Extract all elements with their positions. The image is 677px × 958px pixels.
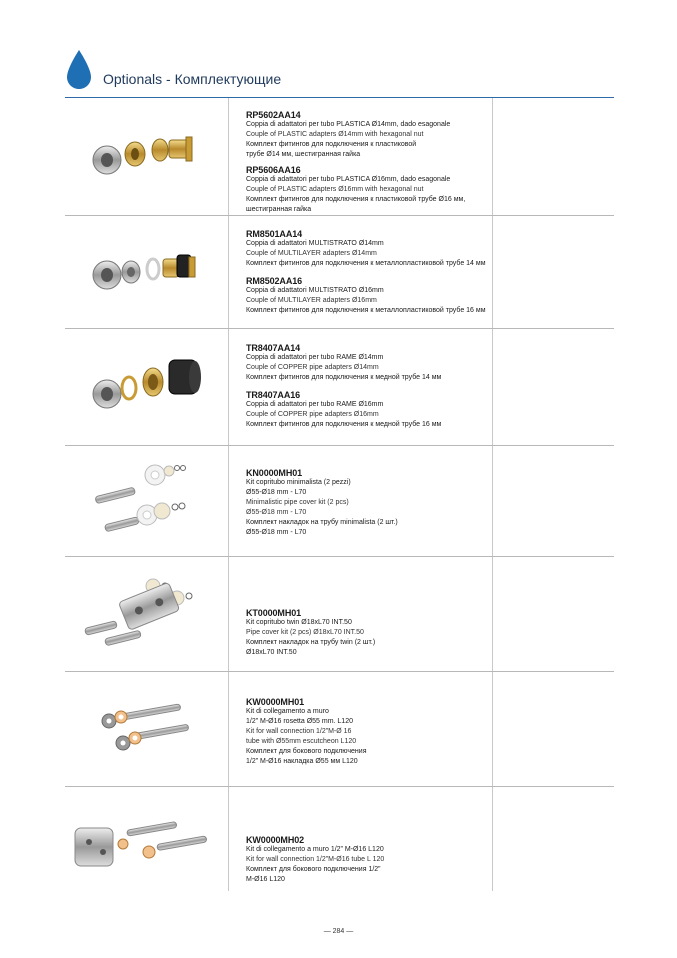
page-number: — 284 —: [323, 928, 354, 935]
product-block: [246, 390, 491, 430]
product-code: KW0000MH01: [246, 697, 305, 707]
product-code: RM8501AA14: [246, 229, 303, 239]
description-it: Coppia di adattatori per tubo RAME Ø14mm: [246, 354, 384, 361]
table-row: [65, 556, 614, 671]
table-row: [65, 98, 614, 215]
description-it: Kit di collegamento a muro 1/2” M-Ø16 L120: [246, 846, 384, 853]
description-en: Couple of PLASTIC adapters Ø14mm with hexagonal nut: [246, 131, 424, 138]
description-ru: Комплект накладок на трубу twin (2 шт.): [246, 639, 376, 646]
product-image: [65, 445, 228, 556]
product-image: [65, 98, 228, 215]
product-block: [246, 110, 491, 160]
product-block: [246, 229, 491, 269]
description-it: Coppia di adattatori MULTISTRATO Ø16mm: [246, 287, 384, 294]
description-it: Coppia di adattatori per tubo PLASTICA Ø16mm, dado esagonale: [246, 176, 451, 183]
description-en: Couple of PLASTIC adapters Ø16mm with hexagonal nut: [246, 186, 424, 193]
table-row: [65, 215, 614, 328]
product-image: [65, 328, 228, 445]
product-code: TR8407AA16: [246, 390, 301, 400]
product-table: [65, 98, 614, 891]
description-ru: Комплект фитингов для подключения к металлопластиковой трубе 14 мм: [246, 260, 486, 267]
product-description: [246, 229, 491, 316]
description-it: Kit di collegamento a muro: [246, 708, 329, 715]
page-title: Optionals - Комплектующие: [103, 71, 282, 87]
description-ru: 1/2” M-Ø16 накладка Ø55 мм L120: [246, 758, 358, 765]
table-row: [65, 328, 614, 445]
product-description: [246, 835, 491, 885]
product-description: [246, 608, 491, 658]
product-image: [65, 215, 228, 328]
description-en: Kit for wall connection 1/2”M-Ø 16: [246, 728, 352, 735]
description-en: Pipe cover kit (2 pcs) Ø18xL70 INT.50: [246, 629, 364, 636]
description-ru: Комплект фитингов для подключения к пластиковой трубе Ø16 мм,: [246, 196, 466, 203]
product-description: [246, 468, 491, 538]
description-ru: Комплект фитингов для подключения к пластиковой: [246, 141, 417, 148]
product-code: KN0000MH01: [246, 468, 303, 478]
product-image: [65, 786, 228, 891]
description-ru: трубе Ø14 мм, шестигранная гайка: [246, 151, 361, 158]
product-code: RM8502AA16: [246, 276, 303, 286]
description-it: 1/2” M-Ø16 rosetta Ø55 mm. L120: [246, 718, 353, 725]
description-ru: Комплект фитингов для подключения к медной трубе 16 мм: [246, 421, 442, 428]
description-it: Kit copritubo minimalista (2 pezzi): [246, 479, 351, 486]
product-code: TR8407AA14: [246, 343, 301, 353]
product-code: RP5602AA14: [246, 110, 301, 120]
description-ru: Комплект фитингов для подключения к металлопластиковой трубе 16 мм: [246, 307, 486, 314]
description-it: Kit copritubo twin Ø18xL70 INT.50: [246, 619, 352, 626]
product-image: [65, 671, 228, 786]
description-it: Ø55-Ø18 mm - L70: [246, 489, 307, 496]
product-description: [246, 110, 491, 215]
description-it: Coppia di adattatori per tubo RAME Ø16mm: [246, 401, 384, 408]
product-image: [65, 556, 228, 671]
description-ru: Ø55-Ø18 mm - L70: [246, 529, 307, 536]
product-code: RP5606AA16: [246, 165, 301, 175]
description-ru: Комплект для бокового подключения: [246, 748, 367, 755]
description-ru: Комплект фитингов для подключения к медной трубе 14 мм: [246, 374, 442, 381]
product-description: [246, 697, 491, 767]
description-ru: шестигранная гайка: [246, 206, 312, 213]
description-ru: Комплект накладок на трубу minimalista (2 шт.): [246, 519, 398, 526]
description-ru: Ø18xL70 INT.50: [246, 649, 297, 656]
description-en: Couple of COPPER pipe adapters Ø14mm: [246, 364, 379, 371]
product-block: [246, 165, 491, 215]
product-description: [246, 343, 491, 430]
product-code: KT0000MH01: [246, 608, 302, 618]
description-en: Couple of COPPER pipe adapters Ø16mm: [246, 411, 379, 418]
description-ru: Комплект для бокового подключения 1/2”: [246, 866, 381, 873]
description-en: Couple of MULTILAYER adapters Ø16mm: [246, 297, 377, 304]
table-row: [65, 671, 614, 786]
product-block: [246, 343, 491, 383]
description-it: Coppia di adattatori per tubo PLASTICA Ø14mm, dado esagonale: [246, 121, 451, 128]
table-row: [65, 786, 614, 891]
description-ru: M-Ø16 L120: [246, 876, 285, 883]
product-code: KW0000MH02: [246, 835, 305, 845]
water-drop-icon: [65, 48, 93, 90]
description-en: Ø55-Ø18 mm - L70: [246, 509, 307, 516]
description-it: Coppia di adattatori MULTISTRATO Ø14mm: [246, 240, 384, 247]
description-en: tube with Ø55mm escutcheon L120: [246, 738, 357, 745]
description-en: Kit for wall connection 1/2”M-Ø16 tube L 120: [246, 856, 385, 863]
table-row: [65, 445, 614, 556]
description-en: Couple of MULTILAYER adapters Ø14mm: [246, 250, 377, 257]
description-en: Minimalistic pipe cover kit (2 pcs): [246, 499, 349, 506]
product-block: [246, 276, 491, 316]
